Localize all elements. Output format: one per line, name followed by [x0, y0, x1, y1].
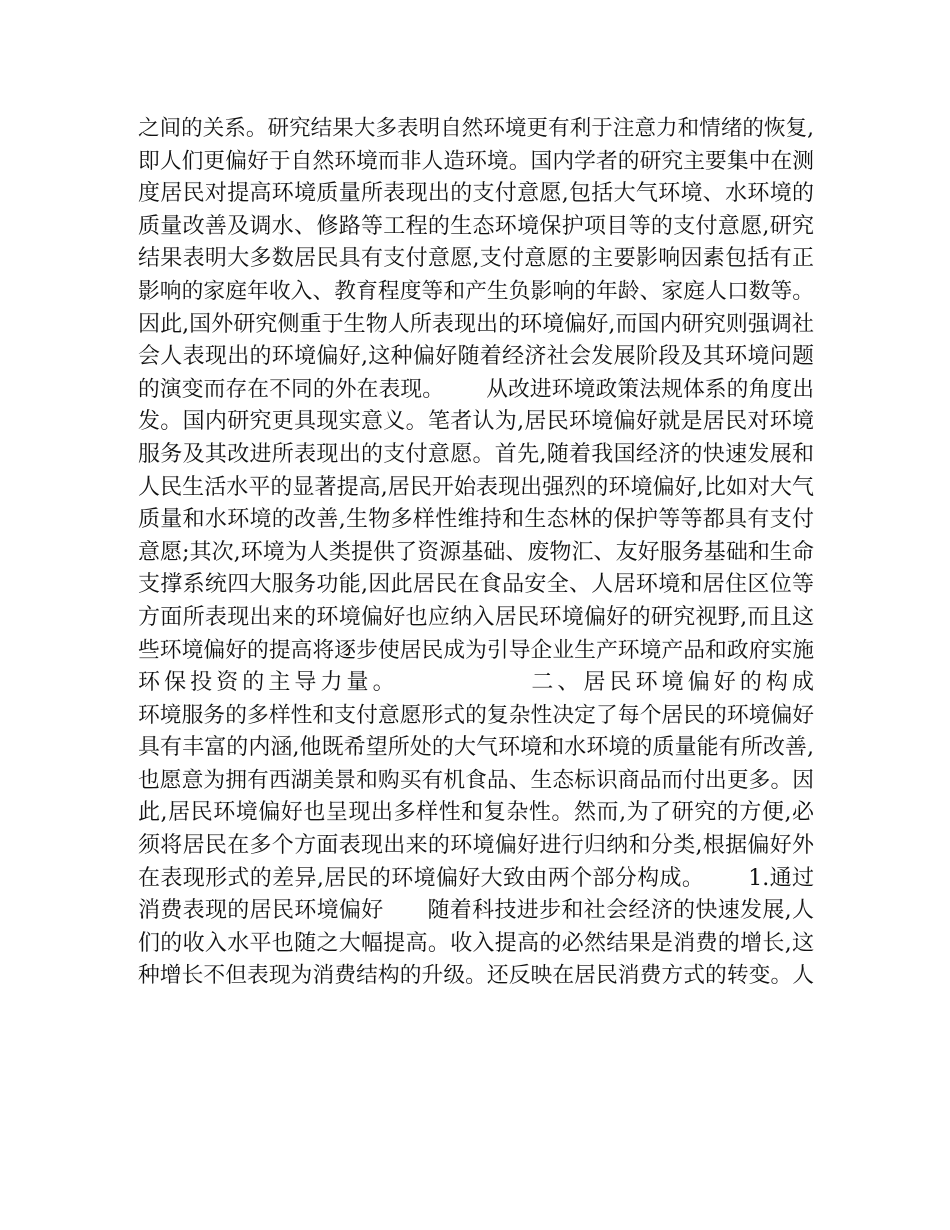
- text-line: 支撑系统四大服务功能,因此居民在食品安全、人居环境和居住区位等: [138, 572, 814, 598]
- text-line: 即人们更偏好于自然环境而非人造环境。国内学者的研究主要集中在测: [138, 148, 814, 174]
- text-line: 此,居民环境偏好也呈现出多样性和复杂性。然而,为了研究的方便,必: [138, 800, 814, 826]
- text-line: 人民生活水平的显著提高,居民开始表现出强烈的环境偏好,比如对大气: [138, 474, 814, 500]
- text-line: 意愿;其次,环境为人类提供了资源基础、废物汇、友好服务基础和生命: [138, 539, 814, 565]
- text-line: 种增长不但表现为消费结构的升级。还反映在居民消费方式的转变。人: [138, 963, 814, 989]
- text-line: 方面所表现出来的环境偏好也应纳入居民环境偏好的研究视野,而且这: [138, 604, 814, 630]
- text-line: 些环境偏好的提高将逐步使居民成为引导企业生产环境产品和政府实施: [138, 637, 814, 663]
- text-line: 之间的关系。研究结果大多表明自然环境更有利于注意力和情绪的恢复,: [138, 116, 814, 141]
- text-line: 因此,国外研究侧重于生物人所表现出的环境偏好,而国内研究则强调社: [138, 311, 814, 337]
- text-line: 也愿意为拥有西湖美景和购买有机食品、生态标识商品而付出更多。因: [138, 767, 814, 793]
- text-line: 环境服务的多样性和支付意愿形式的复杂性决定了每个居民的环境偏好: [138, 702, 814, 728]
- text-line: 消费表现的居民环境偏好 随着科技进步和社会经济的快速发展,人: [138, 898, 814, 924]
- text-line: 质量和水环境的改善,生物多样性维持和生态林的保护等等都具有支付: [138, 507, 814, 533]
- text-line: 发。国内研究更具现实意义。笔者认为,居民环境偏好就是居民对环境: [138, 409, 814, 435]
- text-line: 们的收入水平也随之大幅提高。收入提高的必然结果是消费的增长,这: [138, 930, 814, 956]
- text-line: 环保投资的主导力量。 二、居民环境偏好的构成: [138, 670, 814, 696]
- text-line: 质量改善及调水、修路等工程的生态环境保护项目等的支付意愿,研究: [138, 213, 814, 239]
- text-line: 具有丰富的内涵,他既希望所处的大气环境和水环境的质量能有所改善,: [138, 735, 814, 761]
- text-line: 在表现形式的差异,居民的环境偏好大致由两个部分构成。 1.通过: [138, 865, 814, 891]
- body-text: [138, 113, 814, 993]
- text-line: 须将居民在多个方面表现出来的环境偏好进行归纳和分类,根据偏好外: [138, 833, 814, 859]
- text-line: 服务及其改进所表现出的支付意愿。首先,随着我国经济的快速发展和: [138, 441, 814, 467]
- text-line: 结果表明大多数居民具有支付意愿,支付意愿的主要影响因素包括有正: [138, 246, 814, 272]
- text-line: 度居民对提高环境质量所表现出的支付意愿,包括大气环境、水环境的: [138, 181, 814, 207]
- text-line: 影响的家庭年收入、教育程度等和产生负影响的年龄、家庭人口数等。: [138, 278, 814, 304]
- text-line: 会人表现出的环境偏好,这种偏好随着经济社会发展阶段及其环境问题: [138, 344, 814, 370]
- text-line: 的演变而存在不同的外在表现。 从改进环境政策法规体系的角度出: [138, 376, 814, 402]
